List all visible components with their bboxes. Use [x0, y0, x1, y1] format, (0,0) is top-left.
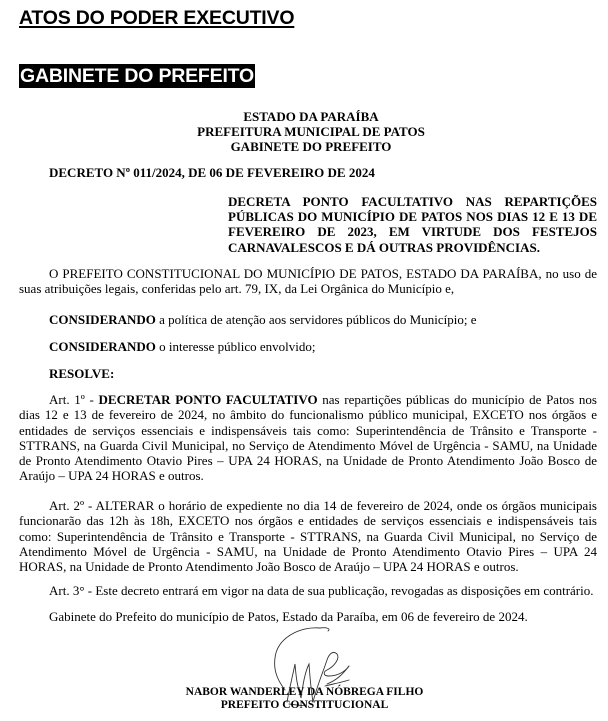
- considerando-label: CONSIDERANDO: [49, 339, 156, 354]
- article-1-bold: DECRETAR PONTO FACULTATIVO: [98, 392, 318, 407]
- letterhead-state: ESTADO DA PARAÍBA: [243, 109, 379, 124]
- decree-number: DECRETO Nº 011/2024, DE 06 DE FEVEREIRO DE 2024: [49, 165, 375, 180]
- letterhead-office: GABINETE DO PREFEITO: [230, 139, 392, 154]
- decree-ementa: DECRETA PONTO FACULTATIVO NAS REPARTIÇÕES PÚBLICAS DO MUNICÍPIO DE PATOS NOS DIAS 12 E 13 DE FEVEREIRO DE 2023, EM VIRTUDE DOS FESTEJOS CARNAVALESCOS E DÁ OUTRAS PROVIDÊNCIAS.: [228, 194, 597, 255]
- considerando-text: a política de atenção aos servidores públicos do Município; e: [155, 312, 477, 327]
- article-2: Art. 2º - ALTERAR o horário de expediente no dia 14 de fevereiro de 2024, onde os órgãos municipais funcionarão das 12h às 18h, EXCETO nos órgãos e entidades de serviços essenciais e indispensáveis tais como: Superintendência de Trânsito e Transporte - STTRANS, na Guarda Civil Municipal, no Serviço de Atendimento Móvel de Urgência - SAMU, na Unidade de Pronto Atendimento Otavio Pires – UPA 24 HORAS, na Unidade de Pronto Atendimento João Bosco de Araújo – UPA 24 HORAS e outros.: [19, 498, 597, 575]
- closing-line: Gabinete do Prefeito do município de Patos, Estado da Paraíba, em 06 de fevereiro de 2024.: [49, 609, 528, 624]
- considerando-text: o interesse público envolvido;: [155, 339, 316, 354]
- signer-title: PREFEITO CONSTITUCIONAL: [220, 699, 389, 711]
- article-1-text: nas repartições públicas do município de Patos nos dias 12 e 13 de fevereiro de 2024, no âmbito do funcionalismo público municipal, EXCETO nos órgãos e entidades de serviços essenciais e indispensáveis tais como: Superintendência de Trânsito e Transporte - STTRANS, na Guarda Civil Municipal, no Serviço de Atendimento Móvel de Urgência - SAMU, na Unidade de Pronto Atendimento Otavio Pires – UPA 24 HORAS, na Unidade de Pronto Atendimento João Bosco de Araújo – UPA 24 HORAS e outros.: [19, 392, 597, 484]
- section-banner: GABINETE DO PREFEITO: [20, 65, 254, 87]
- signer-name: NABOR WANDERLEY DA NÓBREGA FILHO: [185, 686, 424, 698]
- considerando-label: CONSIDERANDO: [49, 312, 156, 327]
- considerando-paragraph-2: [19, 339, 597, 354]
- signer-block: [0, 686, 608, 712]
- intro-paragraph: O PREFEITO CONSTITUCIONAL DO MUNICÍPIO DE PATOS, ESTADO DA PARAÍBA, no uso de suas atribuições legais, conferidas pelo art. 79, IX, da Lei Orgânica do Município e,: [19, 266, 597, 297]
- considerando-paragraph-1: [19, 312, 597, 327]
- article-1: [19, 392, 597, 484]
- letterhead-municipality: PREFEITURA MUNICIPAL DE PATOS: [197, 124, 425, 139]
- letterhead: [0, 109, 608, 154]
- section-title: ATOS DO PODER EXECUTIVO: [19, 7, 295, 29]
- resolve-heading: RESOLVE:: [49, 366, 115, 381]
- article-1-prefix: Art. 1º -: [49, 392, 99, 407]
- article-3: Art. 3° - Este decreto entrará em vigor na data de sua publicação, revogadas as disposições em contrário.: [49, 583, 594, 598]
